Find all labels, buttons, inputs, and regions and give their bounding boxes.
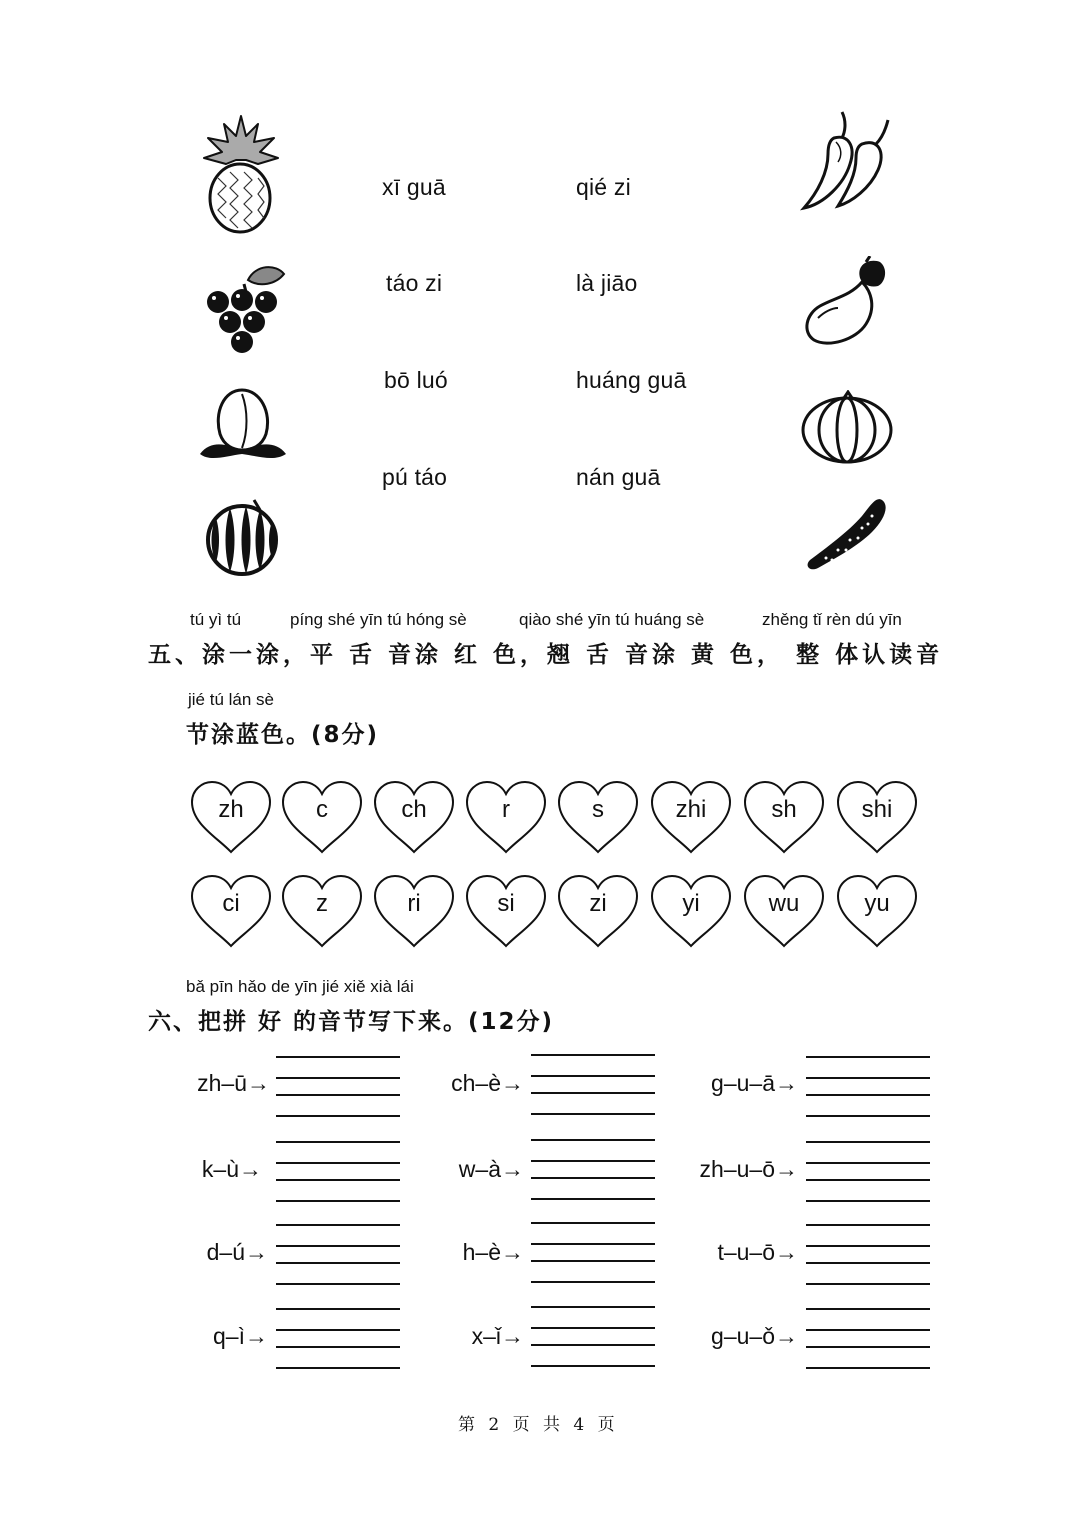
heart-label: zhi — [675, 796, 707, 823]
page-number: 第 2 页 共 4 页 — [458, 1415, 619, 1435]
word-right-4: nán guā — [576, 464, 661, 490]
heart-zhi[interactable] — [648, 780, 734, 856]
syllable-g-u-a: g–u–ā→ — [711, 1070, 798, 1096]
heart-ci[interactable] — [188, 874, 274, 950]
writing-lines[interactable] — [806, 1308, 930, 1420]
syllable-x-i: x–ǐ→ — [471, 1323, 524, 1349]
heart-si[interactable] — [463, 874, 549, 950]
section5-pinyin-a: tú yì tú — [190, 610, 242, 629]
section5-heading-line2: 节涂蓝色。(8分) — [186, 722, 380, 748]
heart-label: ch — [401, 796, 427, 823]
syllable-zh-u: zh–ū→ — [197, 1070, 270, 1096]
word-right-1: qié zi — [576, 174, 631, 200]
syllable-w-a: w–à→ — [458, 1156, 524, 1182]
writing-lines[interactable] — [276, 1308, 400, 1420]
syllable-d-u: d–ú→ — [206, 1239, 268, 1265]
section6-heading: 六、把拼 好 的音节写下来。(12分) — [148, 1009, 555, 1035]
heart-label: zh — [218, 796, 244, 823]
syllable-ch-e: ch–è→ — [451, 1070, 524, 1096]
chili-peppers-icon — [798, 108, 898, 216]
heart-label: ci — [222, 890, 240, 917]
word-left-1: xī guā — [382, 174, 446, 200]
heart-zi[interactable] — [555, 874, 641, 950]
section5-pinyin-line2: jié tú lán sè — [188, 690, 274, 709]
section5-pinyin-d: zhěng tǐ rèn dú yīn — [762, 610, 902, 629]
heart-label: wu — [768, 890, 800, 917]
syllable-t-u-o: t–u–ō→ — [717, 1239, 798, 1265]
word-right-2: là jiāo — [576, 270, 638, 296]
cucumber-icon — [802, 494, 892, 576]
pumpkin-icon — [798, 390, 896, 466]
watermelon-icon — [202, 496, 282, 578]
heart-zh[interactable] — [188, 780, 274, 856]
heart-yu[interactable] — [834, 874, 920, 950]
heart-ch[interactable] — [371, 780, 457, 856]
heart-label: r — [502, 796, 510, 823]
heart-label: yu — [864, 890, 890, 917]
heart-label: shi — [861, 796, 893, 823]
heart-shi[interactable] — [834, 780, 920, 856]
peach-icon — [196, 384, 290, 466]
section5-pinyin-c: qiào shé yīn tú huáng sè — [519, 610, 705, 629]
word-left-3: bō luó — [384, 367, 448, 393]
heart-ri[interactable] — [371, 874, 457, 950]
syllable-q-i: q–ì→ — [213, 1323, 268, 1349]
heart-label: c — [316, 796, 328, 823]
heart-label: zi — [589, 890, 607, 917]
syllable-g-u-o: g–u–ǒ→ — [711, 1323, 798, 1349]
heart-r[interactable] — [463, 780, 549, 856]
word-right-3: huáng guā — [576, 367, 687, 393]
heart-label: z — [316, 890, 328, 917]
word-left-4: pú táo — [382, 464, 448, 490]
pineapple-icon — [200, 112, 282, 236]
heart-label: yi — [682, 890, 700, 917]
heart-label: si — [497, 890, 515, 917]
writing-lines[interactable] — [531, 1306, 655, 1418]
heart-z[interactable] — [279, 874, 365, 950]
heart-label: sh — [771, 796, 797, 823]
section5-pinyin-b: píng shé yīn tú hóng sè — [290, 610, 467, 629]
heart-label: ri — [407, 890, 421, 917]
heart-sh[interactable] — [741, 780, 827, 856]
syllable-h-e: h–è→ — [462, 1239, 524, 1265]
section5-heading-line1: 五、涂一涂，平 舌 音涂 红 色，翘 舌 音涂 黄 色， 整 体认读音 — [148, 642, 944, 668]
syllable-zh-u-o: zh–u–ō→ — [699, 1156, 798, 1182]
grapes-icon — [200, 262, 288, 362]
heart-c[interactable] — [279, 780, 365, 856]
word-left-2: táo zi — [386, 270, 443, 296]
heart-s[interactable] — [555, 780, 641, 856]
heart-label: s — [592, 796, 604, 823]
eggplant-icon — [800, 256, 892, 350]
section6-pinyin: bǎ pīn hǎo de yīn jié xiě xià lái — [186, 977, 414, 996]
heart-wu[interactable] — [741, 874, 827, 950]
heart-yi[interactable] — [648, 874, 734, 950]
syllable-k-u: k–ù→ — [201, 1156, 262, 1182]
